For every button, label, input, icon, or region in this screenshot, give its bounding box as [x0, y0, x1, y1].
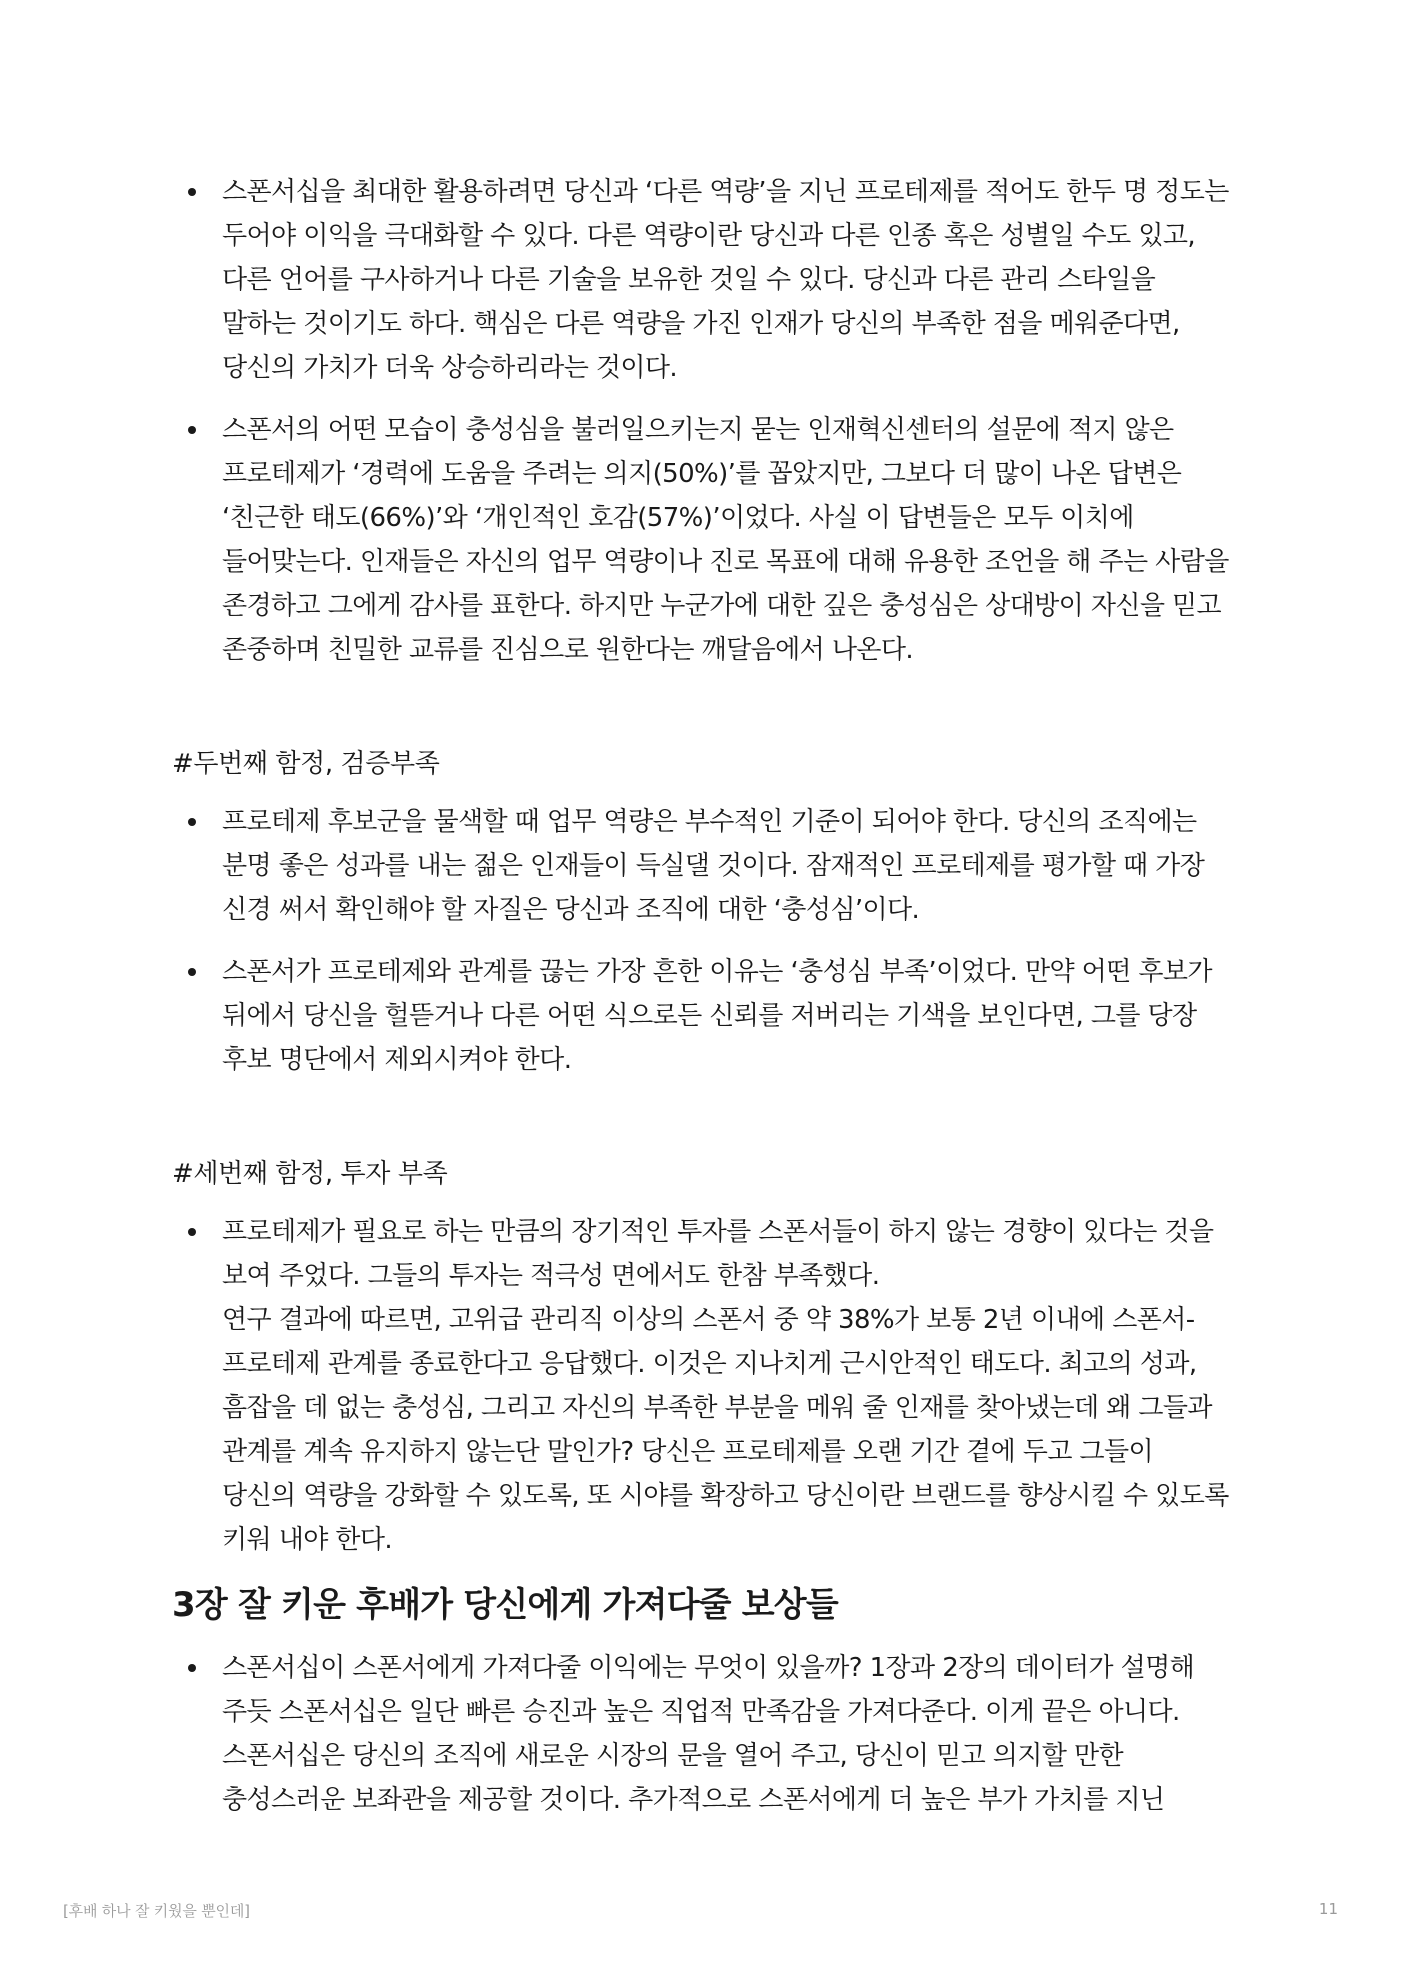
bullet-item: 스폰서가 프로테제와 관계를 끊는 가장 흔한 이유는 ‘충성심 부족’이었다. 만약 어떤 후보가 뒤에서 당신을 헐뜯거나 다른 어떤 식으로든 신뢰를 저버리는 기색을 보인다면, 그를 당장 후보 명단에서 제외시켜야 한다. — [172, 950, 1232, 1082]
section2-bullet-list — [172, 800, 1232, 1082]
footer-book-title: [후배 하나 잘 키웠을 뿐인데] — [63, 1902, 250, 1920]
bullet-paragraph: 연구 결과에 따르면, 고위급 관리직 이상의 스폰서 중 약 38%가 보통 2년 이내에 스폰서-프로테제 관계를 종료한다고 응답했다. 이것은 지나치게 근시안적인 태도다. 최고의 성과, 흠잡을 데 없는 충성심, 그리고 자신의 부족한 부분을 메워 줄 인재를 찾아냈는데 왜 그들과 관계를 계속 유지하지 않는단 말인가? 당신은 프로테제를 오랜 기간 곁에 두고 그들이 당신의 역량을 강화할 수 있도록, 또 시야를 확장하고 당신이란 브랜드를 향상시킬 수 있도록 키워 내야 한다. — [222, 1305, 1229, 1555]
section-spacer — [172, 690, 1232, 742]
section3-bullet-list — [172, 1210, 1232, 1562]
bullet-item: 프로테제 후보군을 물색할 때 업무 역량은 부수적인 기준이 되어야 한다. 당신의 조직에는 분명 좋은 성과를 내는 젊은 인재들이 득실댈 것이다. 잠재적인 프로테제를 평가할 때 가장 신경 써서 확인해야 할 자질은 당신과 조직에 대한 ‘충성심’이다. — [172, 800, 1232, 932]
page-body — [172, 170, 1232, 1840]
bullet-item: 스폰서의 어떤 모습이 충성심을 불러일으키는지 묻는 인재혁신센터의 설문에 적지 않은 프로테제가 ‘경력에 도움을 주려는 의지(50%)’를 꼽았지만, 그보다 더 많이 나온 답변은 ‘친근한 태도(66%)’와 ‘개인적인 호감(57%)’이었다. 사실 이 답변들은 모두 이치에 들어맞는다. 인재들은 자신의 업무 역량이나 진로 목표에 대해 유용한 조언을 해 주는 사람을 존경하고 그에게 감사를 표한다. 하지만 누군가에 대한 깊은 충성심은 상대방이 자신을 믿고 존중하며 친밀한 교류를 진심으로 원한다는 깨달음에서 나온다. — [172, 408, 1232, 672]
bullet-paragraph: 프로테제가 필요로 하는 만큼의 장기적인 투자를 스폰서들이 하지 않는 경향이 있다는 것을 보여 주었다. 그들의 투자는 적극성 면에서도 한참 부족했다. — [222, 1217, 1214, 1291]
section1-bullet-list — [172, 170, 1232, 672]
chapter-heading: 3장 잘 키운 후배가 당신에게 가져다줄 보상들 — [172, 1585, 838, 1625]
bullet-item — [172, 1210, 1232, 1562]
chapter-bullet-list — [172, 1646, 1232, 1822]
page-number: 11 — [1318, 1900, 1338, 1918]
section-label-second-trap: #두번째 함정, 검증부족 — [172, 749, 440, 779]
section-spacer — [172, 1100, 1232, 1152]
bullet-item: 스폰서십을 최대한 활용하려면 당신과 ‘다른 역량’을 지닌 프로테제를 적어도 한두 명 정도는 두어야 이익을 극대화할 수 있다. 다른 역량이란 당신과 다른 인종 혹은 성별일 수도 있고, 다른 언어를 구사하거나 다른 기술을 보유한 것일 수 있다. 당신과 다른 관리 스타일을 말하는 것이기도 하다. 핵심은 다른 역량을 가진 인재가 당신의 부족한 점을 메워준다면, 당신의 가치가 더욱 상승하리라는 것이다. — [172, 170, 1232, 390]
section-label-third-trap: #세번째 함정, 투자 부족 — [172, 1159, 448, 1189]
bullet-item: 스폰서십이 스폰서에게 가져다줄 이익에는 무엇이 있을까? 1장과 2장의 데이터가 설명해 주듯 스폰서십은 일단 빠른 승진과 높은 직업적 만족감을 가져다준다. 이게 끝은 아니다. 스폰서십은 당신의 조직에 새로운 시장의 문을 열어 주고, 당신이 믿고 의지할 만한 충성스러운 보좌관을 제공할 것이다. 추가적으로 스폰서에게 더 높은 부가 가치를 지닌 — [172, 1646, 1232, 1822]
